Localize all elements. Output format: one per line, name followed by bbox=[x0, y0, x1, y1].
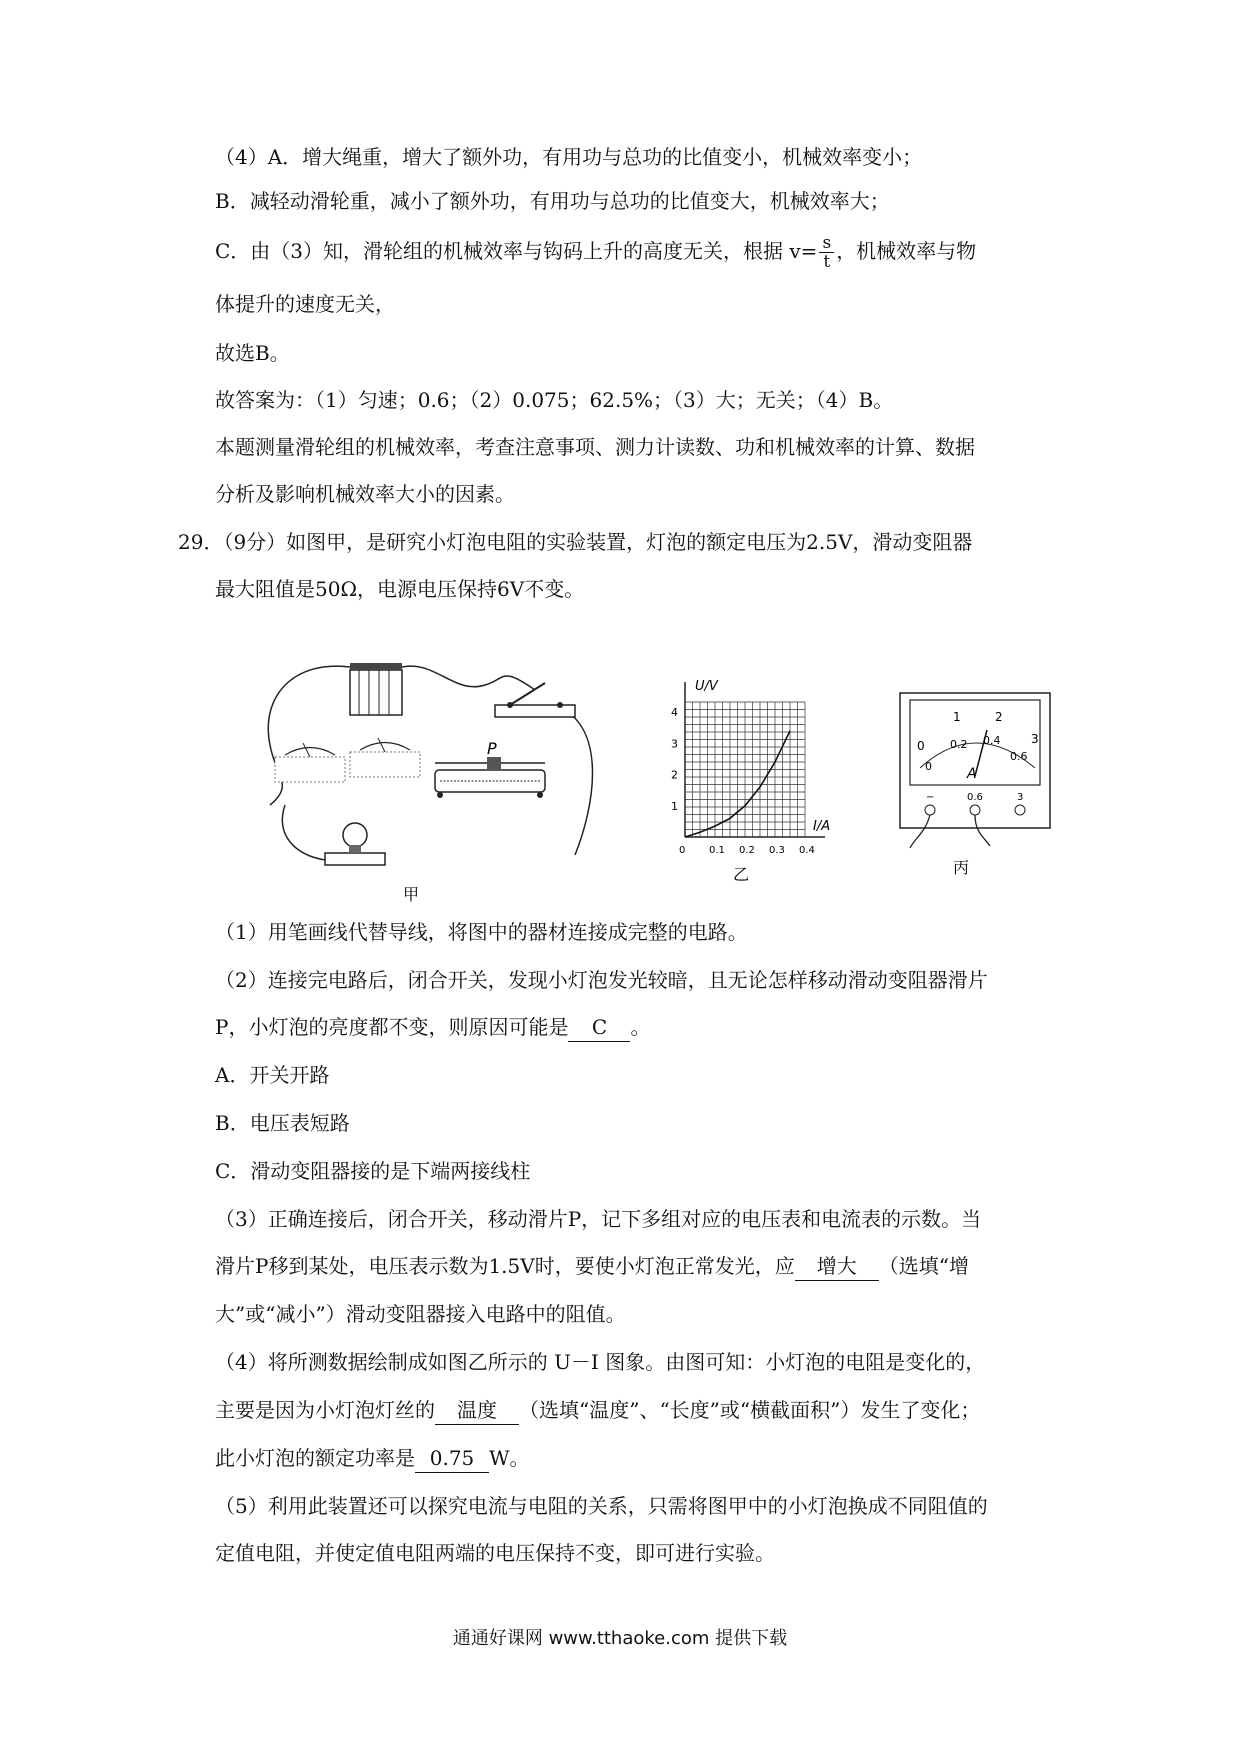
switch-icon bbox=[495, 683, 575, 717]
page-footer: 通通好课网 www.tthaoke.com 提供下载 bbox=[452, 1628, 788, 1649]
option-b: B．电压表短路 bbox=[215, 1111, 350, 1135]
text-line-4: 体提升的速度无关， bbox=[215, 292, 395, 316]
x-tick-label: 0.1 bbox=[709, 845, 725, 856]
part-3-prefix: 滑片P移到某处，电压表示数为1.5V时，要使小灯泡正常发光，应 bbox=[215, 1254, 795, 1278]
text-line-3 bbox=[215, 234, 976, 271]
y-tick-label: 4 bbox=[671, 706, 678, 719]
bottom-scale-0: 0 bbox=[925, 760, 932, 773]
bottom-scale-3: 0.6 bbox=[1010, 750, 1028, 763]
terminal-label-neg: − bbox=[926, 792, 935, 803]
part-2-line-1: （2）连接完电路后，闭合开关，发现小灯泡发光较暗，且无论怎样移动滑动变阻器滑片 bbox=[215, 968, 988, 992]
bottom-scale-2: 0.4 bbox=[983, 734, 1001, 747]
x-tick-label: 0.2 bbox=[739, 845, 755, 856]
terminal-label-3: 3 bbox=[1017, 792, 1024, 803]
meter-unit: A bbox=[967, 766, 977, 782]
part-2-suffix: 。 bbox=[630, 1015, 651, 1039]
option-c: C．滑动变阻器接的是下端两接线柱 bbox=[215, 1159, 531, 1183]
ui-graph-yi bbox=[665, 672, 845, 892]
rheostat-icon bbox=[435, 757, 545, 798]
y-axis-label: U/V bbox=[695, 679, 718, 694]
voltmeter-icon bbox=[350, 738, 420, 777]
battery-icon bbox=[350, 663, 402, 715]
circuit-figure-jia bbox=[255, 655, 615, 905]
figure-jia-label: 甲 bbox=[403, 885, 420, 904]
terminal-label-0-6: 0.6 bbox=[967, 792, 983, 803]
x-axis-label: I/A bbox=[813, 819, 831, 834]
part-5-line-2: 定值电阻，并使定值电阻两端的电压保持不变，即可进行实验。 bbox=[215, 1541, 775, 1565]
text-line-3-b: ，机械效率与物 bbox=[836, 239, 977, 263]
terminal-negative bbox=[925, 805, 935, 815]
answer-blank-2: C bbox=[568, 1013, 630, 1042]
fraction-numerator: s bbox=[819, 234, 834, 253]
y-tick-label: 1 bbox=[671, 799, 678, 813]
answer-blank-3: 增大 bbox=[795, 1252, 879, 1281]
fraction-denominator: t bbox=[823, 252, 831, 272]
part-3-line-1: （3）正确连接后，闭合开关，移动滑片P，记下多组对应的电压表和电流表的示数。当 bbox=[215, 1207, 982, 1231]
bottom-scale-1: 0.2 bbox=[950, 738, 968, 751]
ammeter-icon bbox=[275, 743, 345, 782]
top-scale-1: 1 bbox=[953, 710, 961, 724]
part-3-line-3: 大”或“减小”）滑动变阻器接入电路中的阻值。 bbox=[215, 1302, 626, 1326]
part-2-line-2 bbox=[215, 1013, 650, 1042]
part-4c-suffix: W。 bbox=[489, 1446, 530, 1470]
answer-blank-4a: 温度 bbox=[435, 1396, 519, 1425]
velocity-fraction bbox=[819, 234, 834, 271]
text-line-5: 故选B。 bbox=[215, 341, 290, 365]
slider-label: P bbox=[487, 739, 497, 758]
figure-bing-label: 丙 bbox=[953, 858, 970, 877]
answer-blank-4b: 0.75 bbox=[415, 1444, 489, 1473]
part-2-prefix: P，小灯泡的亮度都不变，则原因可能是 bbox=[215, 1015, 569, 1039]
part-5-line-1: （5）利用此装置还可以探究电流与电阻的关系，只需将图甲中的小灯泡换成不同阻值的 bbox=[215, 1494, 988, 1518]
terminal-3 bbox=[1015, 805, 1025, 815]
top-scale-0: 0 bbox=[917, 739, 925, 753]
text-line-6: 故答案为：（1）匀速；0.6；（2）0.075；62.5%；（3）大；无关；（4）B。 bbox=[215, 388, 894, 412]
x-tick-label: 0.3 bbox=[769, 845, 785, 856]
y-tick-label: 3 bbox=[671, 737, 678, 751]
text-line-3-a: C．由（3）知，滑轮组的机械效率与钩码上升的高度无关，根据 v= bbox=[215, 239, 818, 263]
text-line-1: （4）A．增大绳重，增大了额外功，有用功与总功的比值变小，机械效率变小； bbox=[215, 145, 923, 169]
part-3-line-2 bbox=[215, 1252, 969, 1281]
question-29-line-2: 最大阻值是50Ω，电源电压保持6V不变。 bbox=[215, 577, 585, 601]
part-4-prefix: 主要是因为小灯泡灯丝的 bbox=[215, 1398, 435, 1422]
x-tick-label: 0 bbox=[679, 845, 686, 856]
text-line-8: 分析及影响机械效率大小的因素。 bbox=[215, 482, 515, 506]
part-4-suffix: （选填“温度”、“长度”或“横截面积”）发生了变化； bbox=[519, 1398, 981, 1422]
question-29-line-1: 29．（9分）如图甲，是研究小灯泡电阻的实验装置，灯泡的额定电压为2.5V，滑动变阻器 bbox=[178, 530, 973, 554]
top-scale-3: 3 bbox=[1031, 732, 1039, 746]
figure-yi-label: 乙 bbox=[733, 865, 750, 884]
part-3-suffix: （选填“增 bbox=[878, 1254, 969, 1278]
bulb-icon bbox=[325, 823, 385, 865]
part-4-line-1: （4）将所测数据绘制成如图乙所示的 U－I 图象。由图可知：小灯泡的电阻是变化的， bbox=[215, 1350, 986, 1374]
option-a: A．开关开路 bbox=[215, 1063, 330, 1087]
terminal-0-6 bbox=[970, 805, 980, 815]
graph-grid bbox=[685, 702, 805, 837]
part-4-line-2 bbox=[215, 1396, 980, 1425]
y-tick-label: 2 bbox=[671, 768, 678, 782]
ammeter-dial-bing bbox=[895, 688, 1055, 888]
part-4c-prefix: 此小灯泡的额定功率是 bbox=[215, 1446, 415, 1470]
part-1: （1）用笔画线代替导线，将图中的器材连接成完整的电路。 bbox=[215, 920, 748, 944]
text-line-7: 本题测量滑轮组的机械效率，考查注意事项、测力计读数、功和机械效率的计算、数据 bbox=[215, 435, 975, 459]
part-4-line-3 bbox=[215, 1444, 530, 1473]
top-scale-2: 2 bbox=[995, 710, 1003, 724]
x-tick-label: 0.4 bbox=[799, 845, 815, 856]
text-line-2: B．减轻动滑轮重，减小了额外功，有用功与总功的比值变大，机械效率大； bbox=[215, 189, 890, 213]
